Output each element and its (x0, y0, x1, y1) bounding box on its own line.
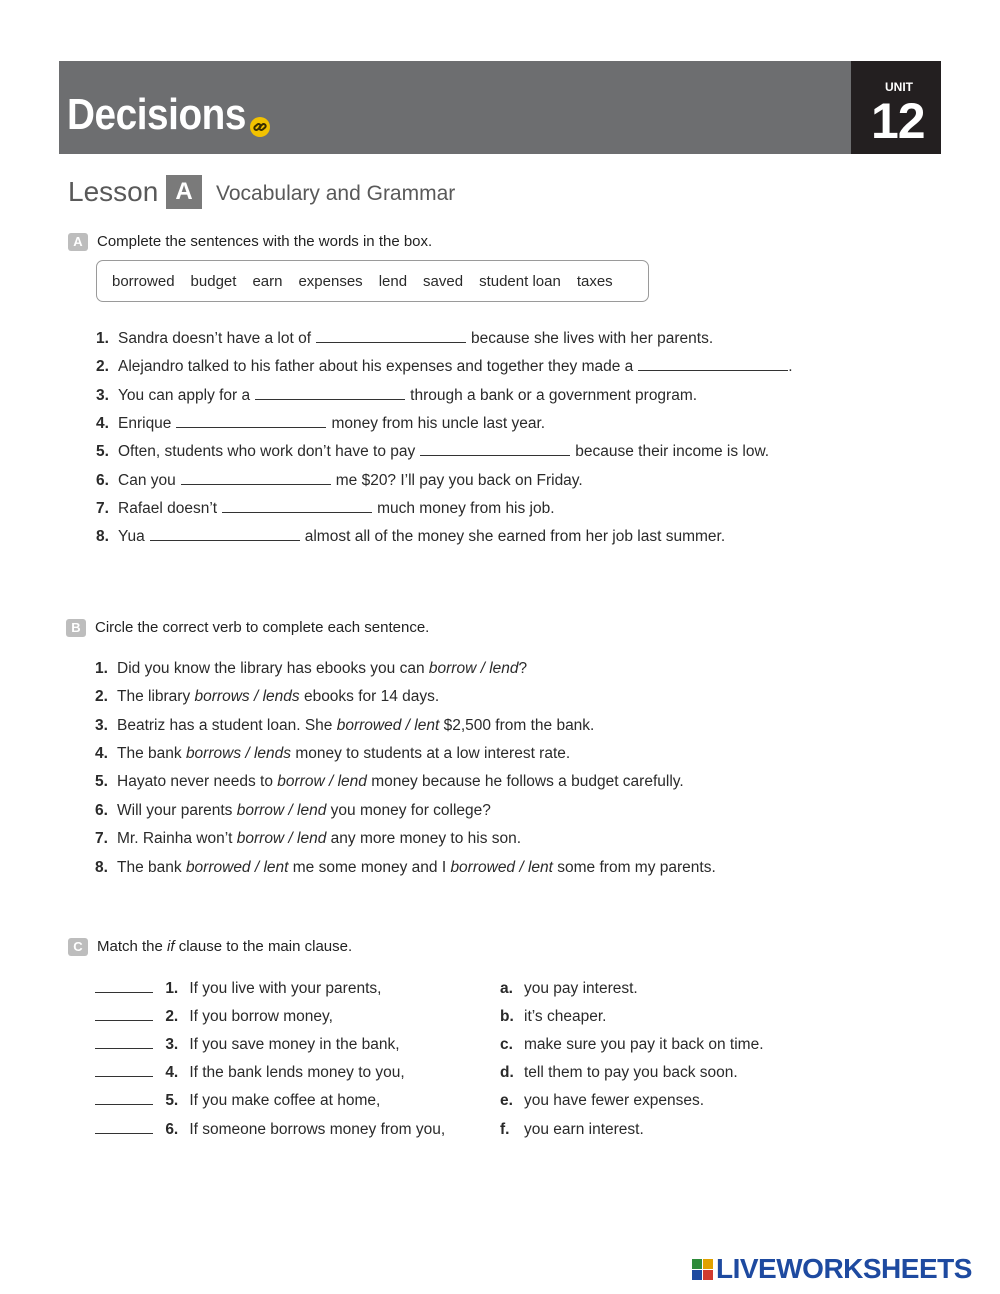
word-box-item: borrowed (112, 272, 175, 290)
unit-number: 12 (871, 93, 925, 149)
verb-choice[interactable]: borrow / lend (236, 802, 327, 819)
lesson-subtitle: Vocabulary and Grammar (216, 182, 456, 205)
section-c-instruction: Match the if clause to the main clause. (97, 938, 353, 955)
answer-blank[interactable] (316, 332, 466, 343)
link-icon[interactable] (250, 117, 270, 137)
verb-choice[interactable]: borrows / lends (194, 688, 300, 705)
section-b-badge: B (66, 619, 86, 637)
b-item-6: 6. Will your parents borrow / lend you money for college? (95, 802, 491, 819)
logo-text: LIVEWORKSHEETS (716, 1253, 972, 1284)
match-blank[interactable] (95, 1010, 153, 1021)
b-item-7: 7. Mr. Rainha won’t borrow / lend any more money to his son. (95, 830, 522, 847)
match-blank[interactable] (95, 1123, 153, 1134)
section-b-instruction: Circle the correct verb to complete each sentence. (95, 619, 430, 636)
verb-choice[interactable]: borrow / lend (277, 773, 367, 790)
answer-blank[interactable] (222, 502, 372, 513)
answer-blank[interactable] (638, 360, 788, 371)
word-box-item: expenses (298, 272, 363, 290)
word-box-item: earn (252, 272, 283, 290)
a-item-5: 5. Often, students who work don’t have to pay because their income is low. (96, 443, 770, 460)
unit-label: UNIT (885, 80, 913, 94)
logo-grid-icon (692, 1259, 713, 1280)
c-left-4: 4. If the bank lends money to you, (95, 1064, 405, 1082)
a-item-6: 6. Can you me $20? I’ll pay you back on Friday. (96, 472, 583, 489)
c-right-a: a. you pay interest. (500, 980, 638, 997)
answer-blank[interactable] (420, 445, 570, 456)
verb-choice[interactable]: borrow / lend (236, 830, 327, 847)
word-box-item: lend (378, 272, 408, 290)
c-right-c: c. make sure you pay it back on time. (500, 1036, 764, 1053)
c-left-2: 2. If you borrow money, (95, 1008, 333, 1026)
word-box (96, 260, 649, 302)
c-right-f: f. you earn interest. (500, 1121, 644, 1138)
a-item-4: 4. Enrique money from his uncle last year. (96, 415, 546, 432)
a-item-3: 3. You can apply for a through a bank or a government program. (96, 387, 698, 404)
c-left-6: 6. If someone borrows money from you, (95, 1121, 445, 1139)
answer-blank[interactable] (181, 474, 331, 485)
word-box-item: budget (190, 272, 237, 290)
liveworksheets-logo[interactable] (692, 1253, 972, 1285)
page-title: Decisions (67, 90, 246, 139)
a-item-2: 2. Alejandro talked to his father about his expenses and together they made a . (96, 358, 793, 375)
word-box-item: student loan (479, 272, 561, 290)
b-item-1: 1. Did you know the library has ebooks you can borrow / lend? (95, 660, 528, 677)
answer-blank[interactable] (176, 417, 326, 428)
b-item-2: 2. The library borrows / lends ebooks for 14 days. (95, 688, 440, 705)
word-box-item: taxes (576, 272, 613, 290)
section-a-instruction: Complete the sentences with the words in the box. (97, 233, 433, 250)
b-item-4: 4. The bank borrows / lends money to students at a low interest rate. (95, 745, 571, 762)
match-blank[interactable] (95, 982, 153, 993)
match-blank[interactable] (95, 1038, 153, 1049)
section-a-badge: A (68, 233, 88, 251)
section-c-badge: C (68, 938, 88, 956)
c-right-b: b. it’s cheaper. (500, 1008, 607, 1025)
verb-choice[interactable]: borrowed / lent (450, 859, 553, 876)
c-right-e: e. you have fewer expenses. (500, 1092, 705, 1109)
b-item-8: 8. The bank borrowed / lent me some money and I borrowed / lent some from my parents. (95, 859, 716, 876)
c-right-d: d. tell them to pay you back soon. (500, 1064, 738, 1081)
b-item-3: 3. Beatriz has a student loan. She borrowed / lent $2,500 from the bank. (95, 717, 595, 734)
a-item-7: 7. Rafael doesn’t much money from his job. (96, 500, 555, 517)
lesson-letter: A (166, 175, 202, 209)
c-left-1: 1. If you live with your parents, (95, 980, 381, 998)
c-left-5: 5. If you make coffee at home, (95, 1092, 380, 1110)
verb-choice[interactable]: borrowed / lent (185, 859, 289, 876)
b-item-5: 5. Hayato never needs to borrow / lend money because he follows a budget carefully. (95, 773, 684, 790)
lesson-word: Lesson (68, 176, 159, 207)
word-box-item: saved (423, 272, 464, 290)
a-item-8: 8. Yua almost all of the money she earned from her job last summer. (96, 528, 726, 545)
answer-blank[interactable] (150, 530, 300, 541)
match-blank[interactable] (95, 1094, 153, 1105)
verb-choice[interactable]: borrow / lend (428, 660, 519, 677)
answer-blank[interactable] (255, 389, 405, 400)
verb-choice[interactable]: borrows / lends (185, 745, 292, 762)
a-item-1: 1. Sandra doesn’t have a lot of because she lives with her parents. (96, 330, 714, 347)
c-left-3: 3. If you save money in the bank, (95, 1036, 400, 1054)
verb-choice[interactable]: borrowed / lent (336, 717, 440, 734)
match-blank[interactable] (95, 1066, 153, 1077)
